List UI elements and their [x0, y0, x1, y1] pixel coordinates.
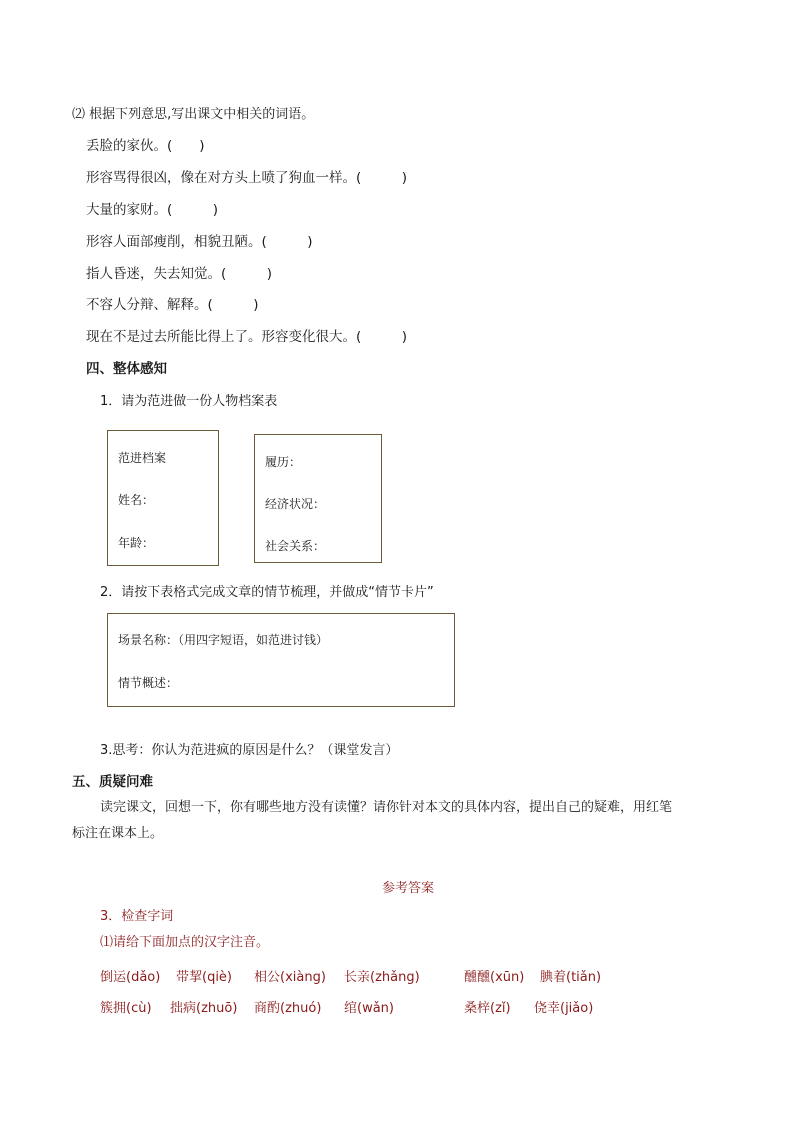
pinyin-answer: 倒运(dǎo)	[100, 970, 161, 985]
part2-item-7: 现在不是过去所能比得上了。形容变化很大。( )	[86, 329, 408, 345]
section4-q1: 1．请为范进做一份人物档案表	[100, 394, 278, 409]
profile-social: 社会关系：	[265, 539, 326, 553]
answers-subheading: 3．检查字词	[100, 909, 174, 924]
part2-title: ⑵ 根据下列意思,写出课文中相关的词语。	[72, 107, 315, 122]
profile-age: 年龄：	[118, 536, 155, 550]
plot-card-summary: 情节概述：	[118, 676, 179, 690]
pinyin-answer: 带挈(qiè)	[176, 970, 233, 985]
profile-title: 范进档案	[118, 451, 167, 465]
pinyin-answer: 拙病(zhuō)	[170, 1001, 238, 1016]
profile-box-right	[254, 434, 382, 563]
pinyin-answer: 桑梓(zǐ)	[464, 1001, 511, 1016]
pinyin-answer: 腆着(tiǎn)	[540, 970, 602, 985]
pinyin-answer: 商酌(zhuó)	[254, 1001, 322, 1016]
profile-resume: 履历：	[265, 455, 302, 469]
answers-q1: ⑴请给下面加点的汉字注音。	[100, 935, 270, 950]
pinyin-answer: 醺醺(xūn)	[464, 970, 525, 985]
section5-heading: 五、质疑问难	[72, 774, 153, 790]
profile-name: 姓名：	[118, 493, 155, 507]
section4-q2: 2．请按下表格式完成文章的情节梳理，并做成“情节卡片”	[100, 585, 434, 600]
part2-item-6: 不容人分辩、解释。( )	[86, 297, 259, 313]
pinyin-answer: 长亲(zhǎng)	[344, 970, 420, 985]
part2-item-3: 大量的家财。( )	[86, 202, 219, 218]
section5-para-line2: 标注在课本上。	[72, 826, 164, 841]
plot-card	[107, 613, 455, 707]
pinyin-answer: 簇拥(cù)	[100, 1001, 152, 1016]
part2-item-1: 丢脸的家伙。( )	[86, 138, 205, 154]
section4-q3: 3.思考：你认为范进疯的原因是什么？（课堂发言）	[100, 743, 399, 758]
section4-heading: 四、整体感知	[86, 361, 167, 377]
section5-para-line1: 读完课文，回想一下，你有哪些地方没有读懂？请你针对本文的具体内容，提出自己的疑难，用红笔	[100, 800, 673, 815]
pinyin-answer: 绾(wǎn)	[344, 1001, 394, 1016]
pinyin-answer: 相公(xiàng)	[254, 970, 326, 985]
answers-title: 参考答案	[382, 881, 435, 896]
part2-item-4: 形容人面部瘦削，相貌丑陋。( )	[86, 234, 313, 250]
plot-card-scene: 场景名称：（用四字短语，如范进讨钱）	[118, 633, 329, 647]
profile-economy: 经济状况：	[265, 497, 326, 511]
part2-item-2: 形容骂得很凶，像在对方头上喷了狗血一样。( )	[86, 170, 408, 186]
profile-box-left	[107, 430, 219, 566]
pinyin-answer: 侥幸(jiǎo)	[534, 1001, 594, 1016]
part2-item-5: 指人昏迷，失去知觉。( )	[86, 266, 273, 282]
